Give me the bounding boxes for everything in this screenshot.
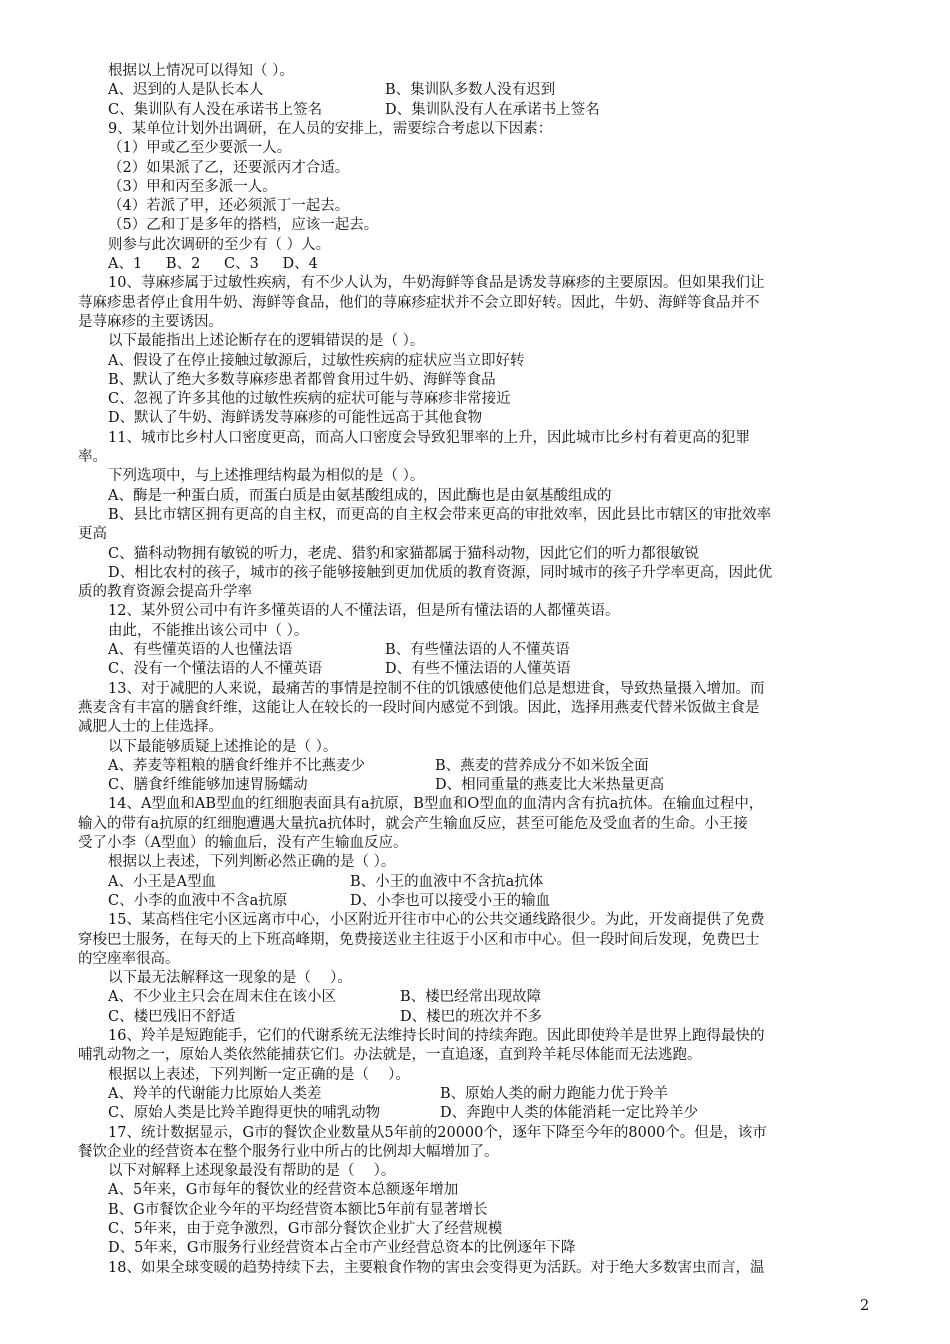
option-text: D、有些不懂法语的人懂英语 [385,661,571,678]
text-line: B、默认了绝大多数荨麻疹患者都曾食用过牛奶、海鲜等食品 [108,371,496,388]
text-line: A、羚羊的代谢能力比原始人类差 [108,1085,322,1102]
text-line: 18、如果全球变暖的趋势持续下去，主要粮食作物的害虫会变得更为活跃。对于绝大多数害虫而言，温 [108,1259,765,1276]
text-line: B、县比市辖区拥有更高的自主权，而更高的自主权会带来更高的审批效率，因此县比市辖区的审批效率 [108,506,772,523]
text-line: 以下最能够质疑上述推论的是（ ）。 [108,738,338,755]
text-line: 以下最无法解释这一现象的是（ ）。 [108,970,352,987]
text-line: 是荨麻疹的主要诱因。 [78,313,223,330]
text-line: A、1 B、2 C、3 D、4 [108,256,318,272]
text-line: A、酶是一种蛋白质，而蛋白质是由氨基酸组成的，因此酶也是由氨基酸组成的 [108,487,612,504]
text-line: C、忽视了许多其他的过敏性疾病的症状可能与荨麻疹非常接近 [108,391,511,408]
text-line: 减肥人士的上佳选择。 [78,719,223,736]
option-text: B、小王的血液中不含抗a抗体 [350,873,544,890]
option-text: D、相同重量的燕麦比大米热量更高 [435,777,665,794]
text-line: C、猫科动物拥有敏锐的听力，老虎、猎豹和家猫都属于猫科动物，因此它们的听力都很敏锐 [108,545,700,562]
text-line: D、相比农村的孩子，城市的孩子能够接触到更加优质的教育资源，同时城市的孩子升学率更高，因此优 [108,564,773,581]
text-line: B、G市餐饮企业今年的平均经营资本额比5年前有显著增长 [108,1201,488,1218]
option-text: D、集训队没有人在承诺书上签名 [385,101,600,118]
text-line: （1）甲或乙至少要派一人。 [108,140,292,157]
text-line: D、默认了牛奶、海鲜诱发荨麻疹的可能性远高于其他食物 [108,410,483,427]
text-line: 以下最能指出上述论断存在的逻辑错误的是（ ）。 [108,333,425,350]
page-number: 2 [860,1298,870,1314]
text-line: C、小李的血液中不含a抗原 [108,892,288,909]
text-line: A、有些懂英语的人也懂法语 [108,642,293,658]
text-line: 根据以上表述，下列判断一定正确的是（ ）。 [108,1066,410,1083]
text-line: 燕麦含有丰富的膳食纤维，这能让人在较长的一段时间内感觉不到饿。因此，选择用燕麦代替米饭做主食是 [78,699,760,716]
text-line: D、5年来，G市服务行业经营资本占全市产业经营总资本的比例逐年下降 [108,1240,576,1257]
text-line: A、不少业主只会在周末住在该小区 [108,989,336,1006]
option-text: B、集训队多数人没有迟到 [385,82,556,99]
text-line: 餐饮企业的经营资本在整个服务行业中所占的比例却大幅增加了。 [78,1143,499,1160]
text-line: 由此，不能推出该公司中（ ）。 [108,622,309,639]
text-line: C、膳食纤维能够加速胃肠蠕动 [108,777,308,794]
text-line: 13、对于减肥的人来说，最痛苦的事情是控制不住的饥饿感使他们总是想进食，导致热量摄入增加。而 [108,680,765,697]
option-text: D、奔跑中人类的体能消耗一定比羚羊少 [440,1105,699,1122]
text-line: 17、统计数据显示，G市的餐饮企业数量从5年前的20000个，逐年下降至今年的8000个。但是，该市 [108,1124,767,1141]
text-line: 率。 [78,449,107,465]
text-line: 质的教育资源会提高升学率 [78,584,252,601]
text-line: 根据以上表述，下列判断必然正确的是（ ）。 [108,854,396,871]
text-line: 穿梭巴士服务，在每天的上下班高峰期，免费接送业主往返于小区和市中心。但一段时间后发现，免费巴士 [78,931,760,948]
text-line: 10、荨麻疹属于过敏性疾病，有不少人认为，牛奶海鲜等食品是诱发荨麻疹的主要原因。但如果我们让 [108,275,765,292]
text-line: A、迟到的人是队长本人 [108,82,264,99]
text-line: C、楼巴残旧不舒适 [108,1008,236,1025]
text-line: A、5年来，G市每年的餐饮业的经营资本总额逐年增加 [108,1182,459,1199]
text-line: 更高 [78,526,107,543]
text-line: 受了小李（A型血）的输血后，没有产生输血反应。 [78,835,408,851]
text-line: 14、A型血和AB型血的红细胞表面具有a抗原，B型血和O型血的血清内含有抗a抗体。在输血过程中， [108,796,764,813]
text-line: 下列选项中，与上述推理结构最为相似的是（ ）。 [108,468,425,485]
option-text: B、燕麦的营养成分不如米饭全面 [435,757,649,774]
text-line: 16、羚羊是短跑能手，它们的代谢系统无法维持长时间的持续奔跑。因此即使羚羊是世界上跑得最快的 [108,1028,765,1044]
text-line: A、荞麦等粗粮的膳食纤维并不比燕麦少 [108,757,365,774]
text-line: 11、城市比乡村人口密度更高，而高人口密度会导致犯罪率的上升，因此城市比乡村有着更高的犯罪 [108,429,750,446]
text-line: 则参与此次调研的至少有（ ）人。 [108,236,331,253]
option-text: D、楼巴的班次并不多 [400,1008,543,1025]
text-line: 输入的带有a抗原的红细胞遭遇大量抗a抗体时，就会产生输血反应，甚至可能危及受血者的生命。小王接 [78,815,748,832]
text-line: C、5年来，由于竞争激烈，G市部分餐饮企业扩大了经营规模 [108,1221,503,1237]
text-line: 9、某单位计划外出调研，在人员的安排上，需要综合考虑以下因素： [108,120,553,137]
text-line: 根据以上情况可以得知（ ）。 [108,63,294,79]
text-line: C、集训队有人没在承诺书上签名 [108,101,323,118]
text-line: （3）甲和丙至多派一人。 [108,178,277,195]
text-line: （4）若派了甲，还必须派丁一起去。 [108,198,350,215]
text-line: 15、某高档住宅小区远离市中心，小区附近开往市中心的公共交通线路很少。为此，开发商提供了免费 [108,912,765,929]
text-line: C、原始人类是比羚羊跑得更快的哺乳动物 [108,1105,381,1122]
option-text: B、原始人类的耐力跑能力优于羚羊 [440,1085,669,1102]
text-line: A、假设了在停止接触过敏源后，过敏性疾病的症状应当立即好转 [108,352,525,369]
text-line: 12、某外贸公司中有许多懂英语的人不懂法语，但是所有懂法语的人都懂英语。 [108,603,620,620]
option-text: B、有些懂法语的人不懂英语 [385,642,570,658]
text-line: 荨麻疹患者停止食用牛奶、海鲜等食品，他们的荨麻疹症状并不会立即好转。因此，牛奶、海鲜等食品并不 [78,294,760,311]
option-text: B、楼巴经常出现故障 [400,989,542,1006]
text-line: 的空座率很高。 [78,950,180,967]
text-line: C、没有一个懂法语的人不懂英语 [108,661,323,678]
text-line: 哺乳动物之一，原始人类依然能捕获它们。办法就是，一直追逐，直到羚羊耗尽体能而无法逃跑。 [78,1047,702,1064]
text-line: （2）如果派了乙，还要派丙才合适。 [108,159,350,176]
option-text: D、小李也可以接受小王的输血 [350,892,551,909]
text-line: A、小王是A型血 [108,873,216,890]
text-line: （5）乙和丁是多年的搭档，应该一起去。 [108,217,379,234]
text-line: 以下对解释上述现象最没有帮助的是（ ）。 [108,1163,396,1180]
